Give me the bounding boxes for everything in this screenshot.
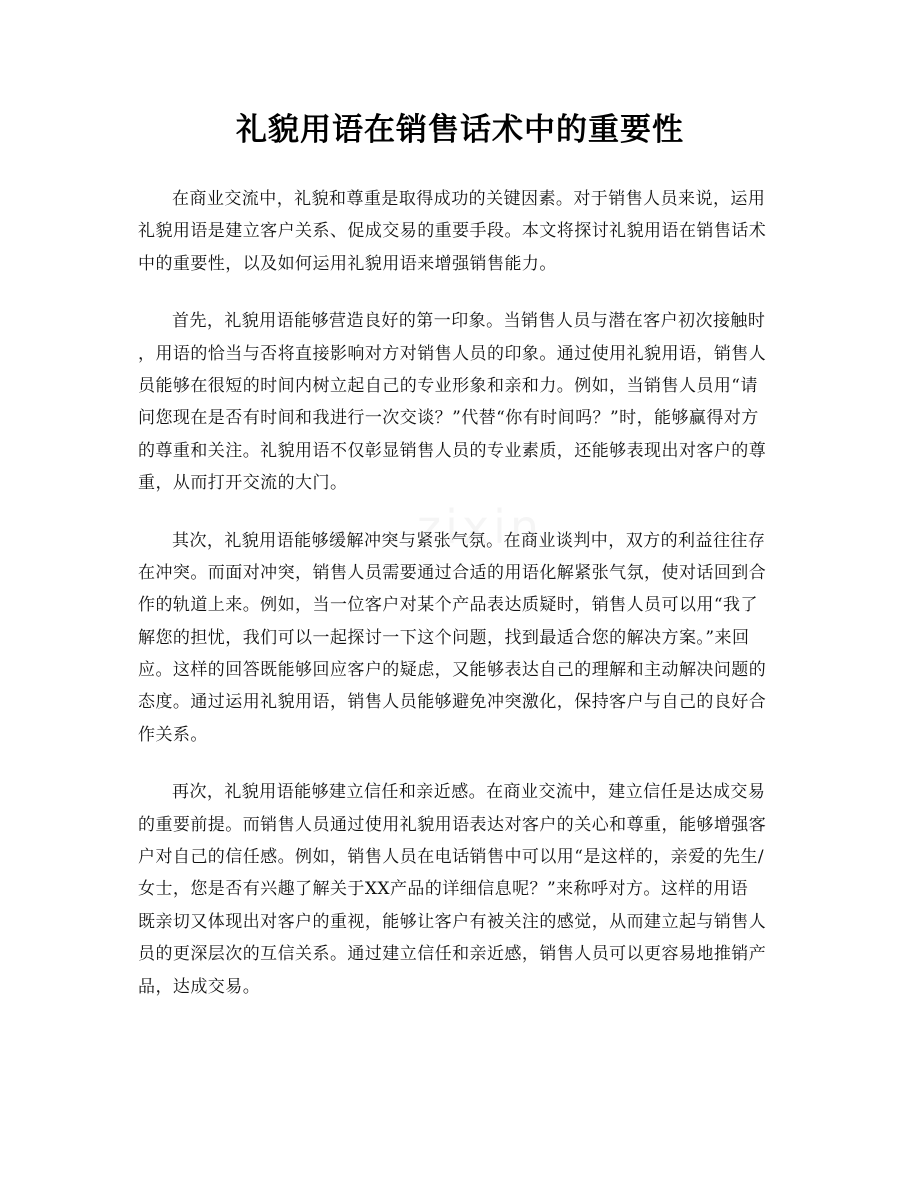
- paragraph-line: 的重要前提。而销售人员通过使用礼貌用语表达对客户的关心和尊重，能够增强客: [138, 814, 767, 835]
- paragraph-line: 作关系。: [138, 724, 208, 745]
- paragraph-line: 在商业交流中，礼貌和尊重是取得成功的关键因素。对于销售人员来说，运用: [172, 189, 766, 209]
- paragraph-line: 礼貌用语是建立客户关系、促成交易的重要手段。本文将探讨礼貌用语在销售话术: [138, 221, 767, 242]
- paragraph-line: 在冲突。而面对冲突，销售人员需要通过合适的用语化解紧张气氛，使对话回到合: [138, 562, 767, 583]
- paragraph-line: 户对自己的信任感。例如，销售人员在电话销售中可以用“是这样的，亲爱的先生/: [138, 847, 765, 868]
- paragraph-line: 员能够在很短的时间内树立起自己的专业形象和亲和力。例如，当销售人员用“请: [138, 375, 758, 396]
- paragraph-line: 其次，礼貌用语能够缓解冲突与紧张气氛。在商业谈判中，双方的利益往往存: [172, 530, 766, 551]
- paragraph-line: 再次，礼貌用语能够建立信任和亲近感。在商业交流中，建立信任是达成交易: [172, 782, 766, 803]
- paragraph-line: 态度。通过运用礼貌用语，销售人员能够避免冲突激化，保持客户与自己的良好合: [138, 692, 767, 713]
- paragraph-line: 的尊重和关注。礼貌用语不仅彰显销售人员的专业素质，还能够表现出对客户的尊: [138, 440, 767, 461]
- paragraph-line: 问您现在是否有时间和我进行一次交谈？”代替“你有时间吗？”时，能够赢得对方: [138, 408, 759, 429]
- paragraph: [138, 305, 788, 499]
- document-body: [138, 183, 788, 1028]
- paragraph-line: 员的更深层次的互信关系。通过建立信任和亲近感，销售人员可以更容易地推销产: [138, 944, 767, 965]
- paragraph-line: 女士，您是否有兴趣了解关于XX产品的详细信息呢？”来称呼对方。这样的用语: [138, 879, 749, 900]
- paragraph: [138, 525, 788, 752]
- paragraph-line: 解您的担忧，我们可以一起探讨一下这个问题，找到最适合您的解决方案。”来回: [138, 627, 750, 648]
- paragraph: [138, 183, 788, 280]
- paragraph-line: ，用语的恰当与否将直接影响对方对销售人员的印象。通过使用礼貌用语，销售人: [138, 343, 767, 364]
- paragraph-line: 中的重要性，以及如何运用礼貌用语来增强销售能力。: [138, 253, 557, 274]
- paragraph-line: 应。这样的回答既能够回应客户的疑虑，又能够表达自己的理解和主动解决问题的: [138, 660, 767, 681]
- paragraph-line: 既亲切又体现出对客户的重视，能够让客户有被关注的感觉，从而建立起与销售人: [138, 911, 767, 932]
- paragraph-line: 品，达成交易。: [138, 976, 261, 997]
- paragraph-line: 首先，礼貌用语能够营造良好的第一印象。当销售人员与潜在客户初次接触时: [172, 311, 766, 332]
- paragraph: [138, 776, 788, 1003]
- page-title: 礼貌用语在销售话术中的重要性: [236, 112, 684, 148]
- paragraph-line: 作的轨道上来。例如，当一位客户对某个产品表达质疑时，销售人员可以用“我了: [138, 595, 758, 616]
- paragraph-line: 重，从而打开交流的大门。: [138, 473, 348, 494]
